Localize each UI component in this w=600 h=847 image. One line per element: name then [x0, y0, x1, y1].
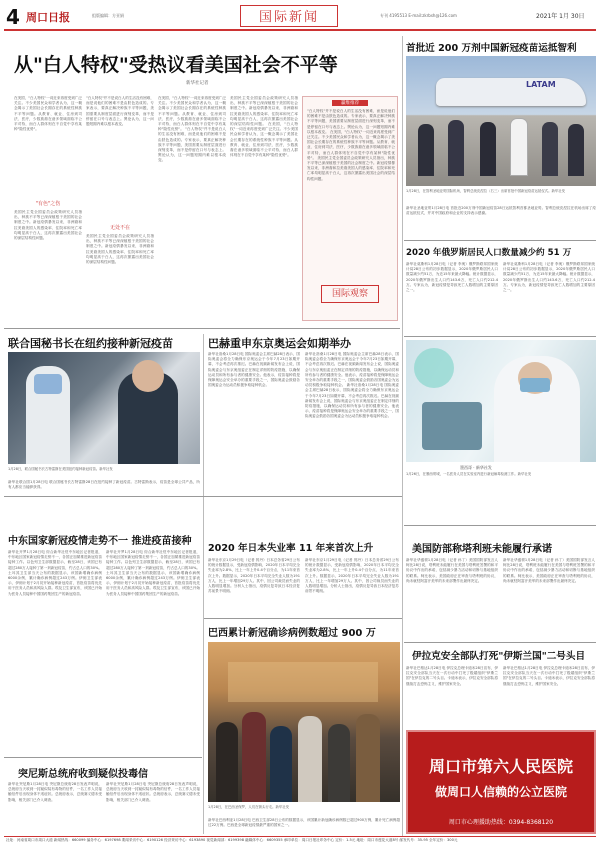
un-photo: [8, 352, 200, 464]
section-title: [240, 5, 338, 27]
iraq-body-b: 新华社巴格达1月28日电 伊拉克总理卡迪米28日宣布，伊拉克安全部队当天在一次行动中打死了极端组织"伊斯兰国"在伊拉克的二号头目。卡迪米表示，伊拉克安全部队将继续打击恐怖主义，维护国家安全。: [503, 666, 595, 686]
face-shape: [132, 360, 164, 392]
brazil-headline: 巴西累计新冠确诊病例数超过 900 万: [208, 628, 376, 639]
mideast-col-1: [8, 550, 102, 750]
lab-credit: 墨西哥 · 新华社发: [460, 465, 492, 470]
iraq-col-2: [503, 666, 595, 726]
ad-line-2: 做周口人信赖的公立医院: [434, 785, 567, 799]
mideast-body-b: 新华社开罗1月28日电 综合新华社驻中东地区记者报道，中东地区国家新冠疫情走势不一，各国正加紧推进新冠疫苗接种工作。以色列卫生部数据显示，截至28日，该国已有超过280万人接种了第一剂新冠疫苗，约占总人口的30%。土耳其卫生部当天公布的数据显示，该国新增确诊病例6000余例，累计确诊病例超过243万例。伊朗卫生部表示，伊朗计划于2月初开始接种新冠疫苗，首批疫苗将优先用于医务人员和高风险人群。埃及卫生部宣布，该国已开始为医务人员接种中国国药集团生产的新冠疫苗。: [106, 550, 200, 596]
defense-col-1: [406, 558, 498, 638]
lead-p1-cont: 在美国，"白人特权"一词近来再度受到广泛关注。不少美国民众和学者认为，这一概念揭示了美国社会长期存在的系统性种族不平等问题。从教育、就业、住房到司法、医疗，少数族裔在诸多领域面临不公平对待，而白人群体则在不自觉中享有某种"隐性优势"。: [158, 96, 226, 132]
mask-icon: [34, 374, 62, 394]
bach-headline: 巴赫重申东京奥运会如期举办: [208, 337, 351, 350]
japan-col-2: [305, 558, 399, 614]
iraq-col-1: [406, 666, 498, 726]
airline-logo: LATAM: [526, 80, 556, 89]
lead-p1: 在美国，"白人特权"一词近来再度受到广泛关注。不少美国民众和学者认为，这一概念揭示了美国社会长期存在的系统性种族不平等问题。从教育、就业、住房到司法、医疗，少数族裔在诸多领域面临不公平对待，而白人群体则在不自觉中享有某种"隐性优势"。: [14, 96, 82, 132]
bach-col-1: [208, 352, 300, 492]
header-date: 2021年 1月 30日: [536, 13, 585, 20]
japan-headline: 2020 年日本失业率 11 年来首次上升: [208, 543, 374, 554]
japan-col-1: [208, 558, 300, 614]
storefront: [228, 662, 378, 702]
tunisia-col-1: [8, 782, 102, 834]
lab-caption: 1月26日，在墨西哥城，一名医务人员在实验室内进行新冠病毒检测工作。新华社发: [406, 472, 532, 476]
hospital-ad: [406, 730, 596, 834]
tunisia-headline: 突尼斯总统府收到疑似投毒信: [18, 769, 148, 780]
lead-p2-more: 美国民主党全国委员会政策研究人员指出，种族不平等已深深植根于美国的社会制度之中。新冠疫情暴发以来，非洲裔和拉美裔美国人的感染率、住院率和死亡率均明显高于白人，这再次暴露出美国社会的深层结构性问题。: [230, 96, 298, 127]
paper-name: 周口日报: [26, 11, 70, 24]
brazil-body: [208, 818, 400, 834]
chile-body: [406, 206, 596, 236]
chile-headline: 首批近 200 万剂中国新冠疫苗运抵智利: [406, 43, 577, 54]
mideast-body-a: 新华社开罗1月28日电 综合新华社驻中东地区记者报道，中东地区国家新冠疫情走势不一，各国正加紧推进新冠疫苗接种工作。以色列卫生部数据显示，截至28日，该国已有超过280万人接种了第一剂新冠疫苗，约占总人口的30%。土耳其卫生部当天公布的数据显示，该国新增确诊病例6000余例，累计确诊病例超过243万例。伊朗卫生部表示，伊朗计划于2月初开始接种新冠疫苗，首批疫苗将优先用于医务人员和高风险人群。埃及卫生部宣布，该国已开始为医务人员接种中国国药集团生产的新冠疫苗。: [8, 550, 102, 596]
lead-p3-cont: "白人特权"并不是说白人的生活没有困难，而是说他们的困难不是由肤色造成的。专家表示，要真正解决种族不平等问题，美国需要从制度层面进行深刻变革，而不是停留在口号与表态上。舆论认为，这一问题短期内难以根本改变。: [158, 127, 226, 163]
chile-caption: 1月28日，在智利圣地亚哥国际机场，智利总统皮涅拉（右三）出席首批中国新冠疫苗运抵仪式。新华社发: [406, 189, 566, 193]
brazil-body-text: 新华社巴西利亚1月28日电 巴西卫生部28日公布的数据显示，该国累计新冠确诊病例数已超过900万例，累计死亡病例超过22万例。巴西是全球新冠疫情最严重的国家之一。: [208, 818, 400, 828]
defense-headline: 美国防部称塔利班未能履行承诺: [412, 544, 552, 555]
un-caption: 1月28日，联合国秘书长古特雷斯在美国纽约接种新冠疫苗。新华社发: [8, 467, 113, 471]
un-body: [8, 480, 200, 492]
brazil-caption: 1月28日，在巴西圣保罗，人们在街头行走。新华社发: [208, 805, 290, 809]
lead-col-4: [230, 96, 298, 318]
defense-body-a: 新华社华盛顿1月28日电（记者 孙丁）美国国防部发言人柯比28日说，塔利班未能履行在美国与塔利班签署的和平协议中作出的承诺，包括减少暴力活动和切断与基地组织的联系。柯比表示，美国政府正在审查与塔利班的协议，尚未就驻阿富汗美军的未来部署作出最终决定。: [406, 558, 498, 583]
lead-p2: 美国民主党全国委员会政策研究人员指出，种族不平等已深深植根于美国的社会制度之中。新冠疫情暴发以来，非洲裔和拉美裔美国人的感染率、住院率和死亡率均明显高于白人，这再次暴露出美国社会的深层结构性问题。: [14, 210, 82, 241]
airplane-icon: [436, 78, 586, 106]
bach-body-b: 新华社洛桑1月28日电 国际奥委会主席巴赫28日表示，国际奥委会将全力确保东京奥运会于今年7月23日如期开幕，不会考虑再次推迟。巴赫在视频新闻发布会上说，国际奥委会与东京奥组委正在制定详细的防疫措施，以确保运动员和所有参与者的健康安全。他表示，疫苗接种将是保障奥运会安全举办的重要手段之一，国际奥委会鼓励各国奥委会为运动员积极争取接种机会。: [305, 352, 399, 388]
defense-body-b: 新华社华盛顿1月28日电（记者 孙丁）美国国防部发言人柯比28日说，塔利班未能履行在美国与塔利班签署的和平协议中作出的承诺，包括减少暴力活动和切断与基地组织的联系。柯比表示，美国政府正在审查与塔利班的协议，尚未就驻阿富汗美军的未来部署作出最终决定。: [503, 558, 595, 583]
officials-group: [418, 118, 584, 176]
header-meta-left: 组版编辑：方亚娟: [92, 13, 124, 18]
bach-body-a: 新华社洛桑1月28日电 国际奥委会主席巴赫28日表示，国际奥委会将全力确保东京奥运会于今年7月23日如期开幕，不会考虑再次推迟。巴赫在视频新闻发布会上说，国际奥委会与东京奥组委正在制定详细的防疫措施，以确保运动员和所有参与者的健康安全。他表示，疫苗接种将是保障奥运会安全举办的重要手段之一，国际奥委会鼓励各国奥委会为运动员积极争取接种机会。: [208, 352, 300, 388]
lead-byline: 新华社记者: [186, 81, 209, 86]
lead-p3: "白人特权"并不是说白人的生活没有困难，而是说他们的困难不是由肤色造成的。专家表示，要真正解决种族不平等问题，美国需要从制度层面进行深刻变革，而不是停留在口号与表态上。舆论认为，这一问题短期内难以根本改变。: [86, 96, 154, 127]
russia-body-2: [503, 262, 595, 332]
lead-subhead-2: 无处不在: [109, 225, 130, 231]
un-headline: 联合国秘书长在纽约接种新冠疫苗: [8, 337, 173, 350]
iraq-body-a: 新华社巴格达1月28日电 伊拉克总理卡迪米28日宣布，伊拉克安全部队当天在一次行动中打死了极端组织"伊斯兰国"在伊拉克的二号头目。卡迪米表示，伊拉克安全部队将继续打击恐怖主义，维护国家安全。: [406, 666, 498, 686]
mask-icon: [520, 378, 550, 392]
chile-photo: [406, 56, 596, 186]
lead-col-2b: [86, 234, 154, 318]
russia-body-b: 新华社莫斯科1月28日电（记者 李奥）俄罗斯联邦国家统计局28日公布的初步数据显示，2020年俄罗斯居民人口数量减少约51万，为近15年来最大降幅。统计数据显示，2020年俄罗斯出生人口约143.6万，死亡人口约212.4万。专家认为，新冠疫情是导致死亡人数增加的主要原因之一。: [503, 262, 595, 293]
brazil-photo: [208, 642, 400, 802]
page-number: 4: [6, 5, 20, 29]
un-body-text: 新华社联合国1月28日电 联合国秘书长古特雷斯28日在纽约接种了新冠疫苗。古特雷斯表示，疫苗是全球公共产品，所有人都应当能够获得。: [8, 480, 200, 490]
lead-col-1b: [14, 210, 82, 318]
chile-body-text: 新华社圣地亚哥1月28日电 首批近200万剂中国新冠疫苗28日运抵智利首都圣地亚哥。智利总统皮涅拉在机场出席了疫苗运抵仪式，并对中国政府和企业的支持表示感谢。: [406, 206, 596, 216]
bach-col-2: [305, 352, 399, 492]
lead-col-3: [158, 96, 226, 318]
sidebar-title: 赢维推荐: [332, 100, 368, 106]
sidebar-box: [302, 96, 398, 321]
sidebar-p3: 美国民主党全国委员会政策研究人员指出，种族不平等已深深植根于美国的社会制度之中。新冠疫情暴发以来，非洲裔和拉美裔美国人的感染率、住院率和死亡率均明显高于白人，这再次暴露出美国社会的深层结构性问题。: [307, 155, 395, 181]
lead-p1-more: 在美国，"白人特权"一词近来再度受到广泛关注。不少美国民众和学者认为，这一概念揭示了美国社会长期存在的系统性种族不平等问题。从教育、就业、住房到司法、医疗，少数族裔在诸多领域面临不公平对待，而白人群体则在不自觉中享有某种"隐性优势"。: [230, 122, 298, 158]
lead-col-1: [14, 96, 82, 196]
tunisia-body-b: 新华社突尼斯1月28日电 突尼斯总统府28日发表声明说，总统府当天收到一封疑似装有毒物的信件，一名工作人员接触信件后出现身体不适症状。总统府表示，总统赛义德未受影响，相关部门已介入调查。: [106, 782, 200, 802]
column-label: 国际观察: [321, 285, 379, 303]
ad-line-1: 周口市第六人民医院: [428, 757, 573, 776]
sidebar-p2: 在美国，"白人特权"一词近来再度受到广泛关注。不少美国民众和学者认为，这一概念揭示了美国社会长期存在的系统性种族不平等问题。从教育、就业、住房到司法、医疗，少数族裔在诸多领域面临不公平对待，而白人群体则在不自觉中享有某种"隐性优势"。: [307, 129, 395, 160]
header-meta-right: 专刊 4195513 E-mail:zkrbsh@126.com: [380, 13, 457, 18]
ad-line-3: 周口市心理援助热线：0394-8368120: [448, 819, 554, 826]
russia-body-a: 新华社莫斯科1月28日电（记者 李奥）俄罗斯联邦国家统计局28日公布的初步数据显示，2020年俄罗斯居民人口数量减少约51万，为近15年来最大降幅。统计数据显示，2020年俄罗斯出生人口约143.6万，死亡人口约212.4万。专家认为，新冠疫情是导致死亡人数增加的主要原因之一。: [406, 262, 498, 293]
crowd-group: [216, 712, 392, 802]
tunisia-col-2: [106, 782, 200, 834]
lab-photo: [406, 340, 596, 462]
sidebar-p1: "白人特权"并不是说白人的生活没有困难，而是说他们的困难不是由肤色造成的。专家表示，要真正解决种族不平等问题，美国需要从制度层面进行深刻变革，而不是停留在口号与表态上。舆论认为，这一问题短期内难以根本改变。: [307, 109, 395, 134]
iraq-headline: 伊拉克安全部队打死"伊斯兰国"二号头目: [412, 651, 586, 662]
footer-text: 社址：河南省周口市周口大道 新闻热线：660099 编务中心：6197698 要闻采访中心：6190126 经济采访中心：6193890 视觉新闻部：6199398 融媒体中心：6609355 承印单位：周口日报社印务中心 定价：1.5元 地址：周口市莲花大道8号 邮发代号：35-95 全年定价：300元: [6, 838, 458, 842]
mideast-headline: 中东国家新冠疫情走势不一 推进疫苗接种: [8, 536, 192, 547]
sidebar-text: [307, 109, 395, 277]
tunisia-body-a: 新华社突尼斯1月28日电 突尼斯总统府28日发表声明说，总统府当天收到一封疑似装有毒物的信件，一名工作人员接触信件后出现身体不适症状。总统府表示，总统赛义德未受影响，相关部门已介入调查。: [8, 782, 102, 802]
japan-body-a: 新华社东京1月29日电（记者 郭丹）日本总务省29日公布的统计数据显示，受新冠疫情影响，2020年日本平均完全失业率为2.8%，比上一年上升0.4个百分点，为11年来首次上升。数据显示，2020年日本平均完全失业人数为191万人，比上一年增加29万人。其中，因公司裁员而失业的人数明显增加。分析人士指出，疫情反复导致日本经济复苏前景不明朗。: [208, 558, 300, 594]
section-title-text: 国际新闻: [258, 10, 319, 25]
lead-p2-cont: 美国民主党全国委员会政策研究人员指出，种族不平等已深深植根于美国的社会制度之中。新冠疫情暴发以来，非洲裔和拉美裔美国人的感染率、住院率和死亡率均明显高于白人，这再次暴露出美国社会的深层结构性问题。: [86, 234, 154, 265]
japan-body-b: 新华社东京1月29日电（记者 郭丹）日本总务省29日公布的统计数据显示，受新冠疫情影响，2020年日本平均完全失业率为2.8%，比上一年上升0.4个百分点，为11年来首次上升。数据显示，2020年日本平均完全失业人数为191万人，比上一年增加29万人。其中，因公司裁员而失业的人数明显增加。分析人士指出，疫情反复导致日本经济复苏前景不明朗。: [305, 558, 399, 594]
lead-col-2: [86, 96, 154, 220]
russia-body: [406, 262, 498, 332]
lead-headline: 从"白人特权"受热议看美国社会不平等: [14, 54, 338, 76]
bach-body-c: 新华社洛桑1月28日电 国际奥委会主席巴赫28日表示，国际奥委会将全力确保东京奥运会于今年7月23日如期开幕，不会考虑再次推迟。巴赫在视频新闻发布会上说，国际奥委会与东京奥组委正在制定详细的防疫措施，以确保运动员和所有参与者的健康安全。他表示，疫苗接种将是保障奥运会安全举办的重要手段之一，国际奥委会鼓励各国奥委会为运动员积极争取接种机会。: [305, 383, 399, 419]
mideast-col-2: [106, 550, 200, 750]
defense-col-2: [503, 558, 595, 638]
russia-headline: 2020 年俄罗斯居民人口数量减少约 51 万: [406, 248, 572, 258]
lead-subhead-1: "有色"之伤: [35, 201, 61, 207]
sample-tray: [414, 348, 454, 388]
lab-equipment: [422, 402, 482, 450]
